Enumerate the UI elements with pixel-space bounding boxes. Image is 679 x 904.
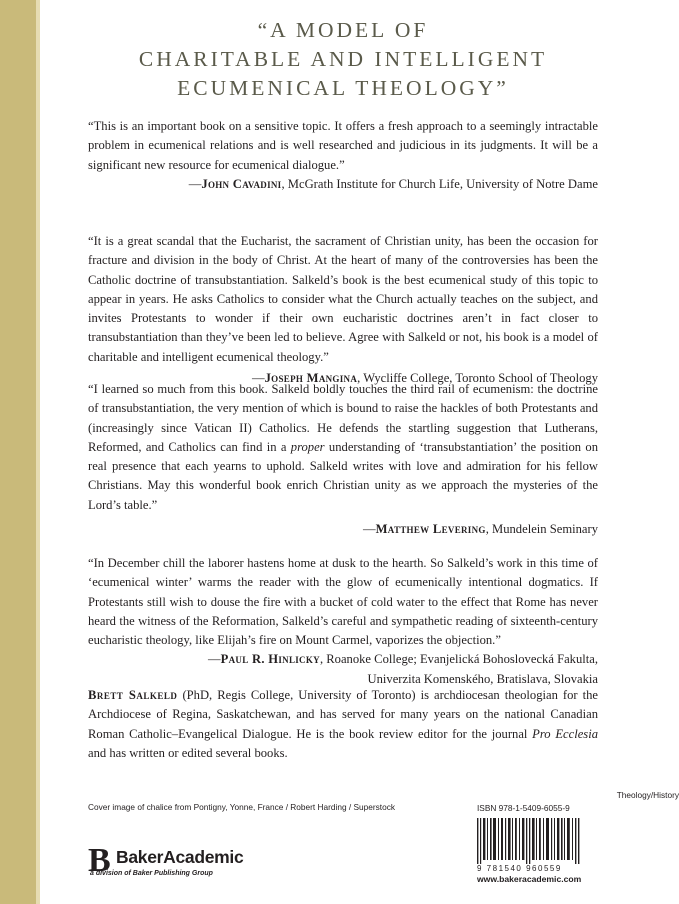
endorsement-mangina xyxy=(88,232,598,388)
author-name: Brett Salkeld xyxy=(88,688,178,702)
journal-title: Pro Ecclesia xyxy=(532,726,599,741)
attribution-dash: — xyxy=(208,652,221,667)
endorsement-text-part: “I learned so much from this book. Salkeld boldly touches the third rail of ecumenism: the doctrine of transubstantiation, the very mention of which is bound to raise the hackles of both Protestants and (increasingly since Vatican II) Catholics. He defends the startling suggestion that Lutherans, Reformed, and Catholics can find in a xyxy=(88,382,598,454)
endorser-name: Joseph Mangina xyxy=(264,371,358,386)
bio-text-end: and has written or edited several books. xyxy=(88,745,288,760)
back-cover-content xyxy=(88,0,679,904)
author-bio xyxy=(88,686,598,763)
bio-text: (PhD, Regis College, University of Toronto) is archdiocesan theologian for the Archdiocese of Regina, Saskatchewan, and has served for many years on the national Canadian Roman Catholic–Evangelical Dialogue. He is the book review editor for the journal xyxy=(88,688,598,741)
endorsement-attribution xyxy=(88,175,598,194)
publisher-url: www.bakeracademic.com xyxy=(477,874,582,884)
attribution-dash: — xyxy=(188,176,202,191)
endorser-affiliation: , Roanoke College; Evanjelická Bohoslovecká Fakulta, xyxy=(319,652,598,667)
endorser-name: Matthew Levering xyxy=(375,522,486,537)
endorsement-text-part: understanding of ‘transubstantiation’ the position on real presence that each yearns to uphold. Salkeld writes with love and admiration for his fellow Christians. May this wonderful book enrich Christian unity as we approach the mysteries of the Lord’s table.” xyxy=(88,439,599,512)
endorsement-text-italic: proper xyxy=(290,439,325,454)
spine-edge xyxy=(36,0,40,904)
genre-label: Theology/History xyxy=(616,790,679,800)
endorser-name: John Cavadini xyxy=(201,176,282,191)
endorsement-attribution xyxy=(88,650,598,669)
headline-line-3: ECUMENICAL THEOLOGY” xyxy=(177,76,509,100)
endorsement-text: “In December chill the laborer hastens home at dusk to the hearth. So Salkeld’s work in this time of ‘ecumenical winter’ warms the reader with the glow of ecumenically intentional dogmatics. If Protestants still wish to douse the fire with a bucket of cold water to the effect that Rome has never heard the witness of the Reformation, Salkeld’s careful and sympathetic reading of sixteenth-century eucharistic theology, like Elijah’s fire on Mount Carmel, vaporizes the objection.” xyxy=(88,556,598,648)
endorser-affiliation: , Mundelein Seminary xyxy=(485,522,598,537)
attribution-dash: — xyxy=(251,371,265,386)
logo-letter: B xyxy=(88,842,111,879)
endorser-affiliation-line-2: Univerzita Komenského, Bratislava, Slovakia xyxy=(367,671,598,686)
headline xyxy=(88,16,598,103)
endorsement-text: “This is an important book on a sensitive topic. It offers a fresh approach to a seemingly intractable problem in ecumenical relations and is well researched and judicious in its judgments. It will be a significant new resource for ecumenical dialogue.” xyxy=(88,119,598,172)
publisher-name: BakerAcademic xyxy=(116,847,244,867)
publisher-subtitle: a division of Baker Publishing Group xyxy=(90,870,213,877)
endorsement-attribution xyxy=(88,520,598,539)
endorsement-cavadini xyxy=(88,117,598,194)
headline-line-1: “A MODEL OF xyxy=(257,18,429,42)
endorsement-levering xyxy=(88,380,598,539)
endorsement-hinlicky xyxy=(88,554,598,689)
barcode-digits: 9 781540 960559 xyxy=(477,864,562,873)
isbn: ISBN 978-1-5409-6055-9 xyxy=(477,803,570,813)
barcode xyxy=(477,818,581,864)
endorser-affiliation: , McGrath Institute for Church Life, University of Notre Dame xyxy=(281,176,598,191)
spine-band xyxy=(0,0,36,904)
endorsement-text: “It is a great scandal that the Eucharist, the sacrament of Christian unity, has been the occasion for fracture and division in the body of Christ. At the heart of many of the controversies has been the Catholic doctrine of transubstantiation. Salkeld’s book is the best ecumenical study of this topic to appear in years. He asks Catholics to consider what the Church actually teaches on the subject, and invites Protestants to wonder if their own eucharistic doctrines aren’t in fact closer to transubstantiation than they’ve been led to believe. Agree with Salkeld or not, his book is a model of charitable and intelligent ecumenical theology.” xyxy=(88,234,598,364)
endorsement-text xyxy=(88,380,598,515)
cover-credit: Cover image of chalice from Pontigny, Yonne, France / Robert Harding / Superstock xyxy=(88,802,395,812)
headline-line-2: CHARITABLE AND INTELLIGENT xyxy=(138,47,548,71)
attribution-dash: — xyxy=(363,522,376,537)
endorser-affiliation: , Wycliffe College, Toronto School of Theology xyxy=(357,371,598,386)
endorser-name: Paul R. Hinlicky xyxy=(220,652,320,667)
